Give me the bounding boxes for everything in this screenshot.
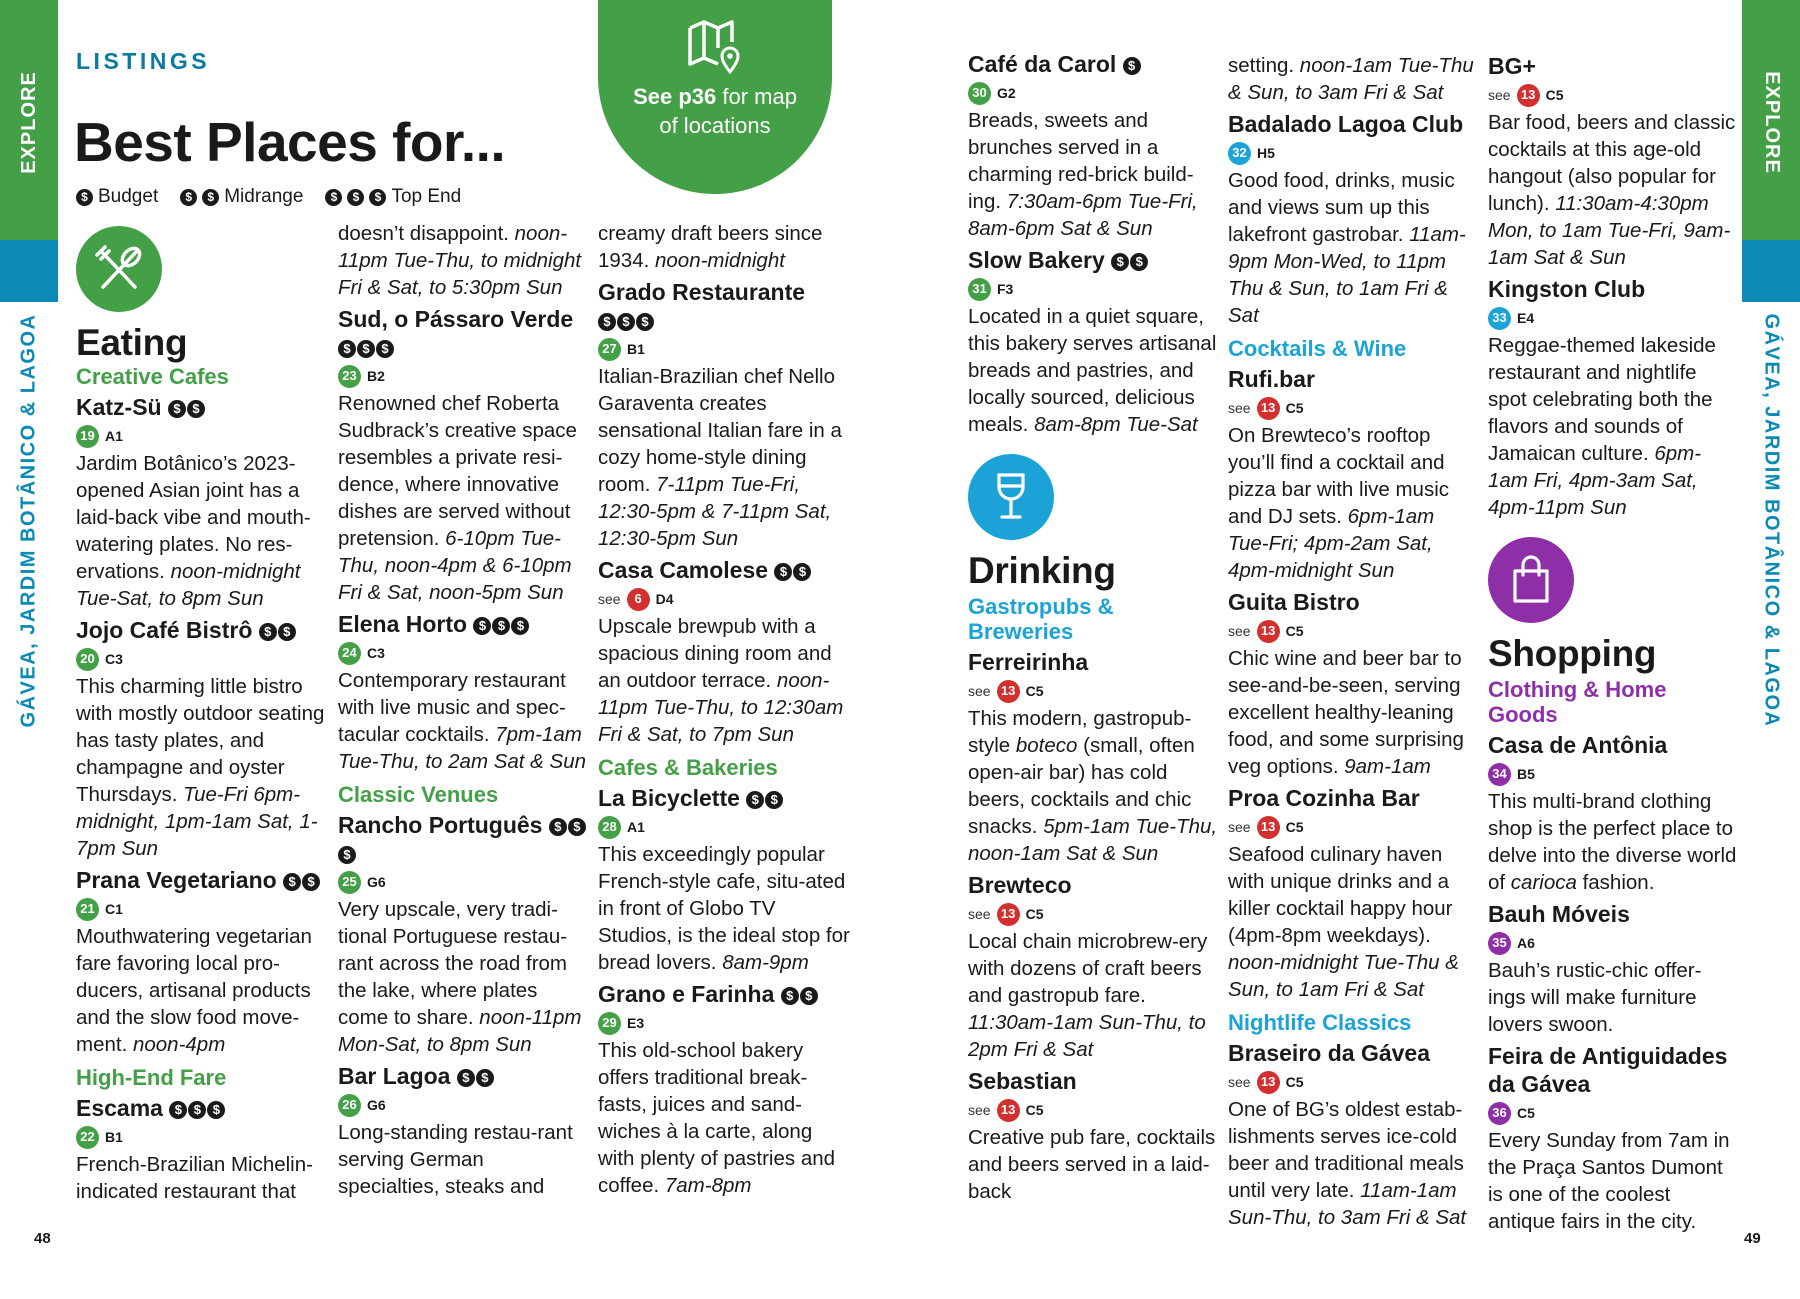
see-label: see xyxy=(968,683,991,699)
venue-name: Café da Carol xyxy=(968,51,1117,77)
grid-ref: A6 xyxy=(1517,935,1535,951)
dollar-coin-icon: $ xyxy=(473,617,491,635)
map-number-badge[interactable]: 23 xyxy=(338,365,361,388)
map-number-badge[interactable]: 13 xyxy=(1257,1071,1280,1094)
listing xyxy=(338,305,590,606)
listing xyxy=(1228,1039,1480,1231)
listing xyxy=(338,1062,590,1200)
area-label: GÁVEA, JARDIM BOTÂNICO & LAGOA xyxy=(17,313,40,727)
opening-hours: 11am-1am Sun-Thu, to 3am Fri & Sat xyxy=(1228,1179,1467,1229)
venue-name: Ferreirinha xyxy=(968,649,1089,675)
subheading: Cafes & Bakeries xyxy=(598,755,778,780)
map-number-badge[interactable]: 20 xyxy=(76,648,99,671)
category-heading: Drinking xyxy=(968,550,1116,591)
opening-hours: 7am-8pm xyxy=(664,1174,752,1197)
venue-description: fashion. xyxy=(1576,871,1655,894)
category-heading: Shopping xyxy=(1488,633,1657,674)
listing xyxy=(1228,784,1480,1003)
grid-ref: A1 xyxy=(627,819,645,835)
dollar-coin-icon: $ xyxy=(347,189,364,206)
venue-description: Located in a quiet square, this bakery serves artisanal breads and pastries, and locally sourced, delicious meals. xyxy=(968,305,1217,436)
grid-ref: C3 xyxy=(105,651,123,667)
listing xyxy=(968,246,1220,438)
dollar-coin-icon: $ xyxy=(781,987,799,1005)
dollar-coin-icon: $ xyxy=(1111,253,1129,271)
see-label: see xyxy=(1488,87,1511,103)
see-label: see xyxy=(968,906,991,922)
map-number-badge[interactable]: 29 xyxy=(598,1012,621,1035)
map-page-ref[interactable]: See p36 xyxy=(633,84,717,109)
dollar-coin-icon: $ xyxy=(476,1069,494,1087)
map-number-badge[interactable]: 13 xyxy=(1257,816,1280,839)
dollar-coin-icon: $ xyxy=(207,1101,225,1119)
map-number-badge[interactable]: 36 xyxy=(1488,1102,1511,1125)
grid-ref: C3 xyxy=(367,645,385,661)
venue-name: Grano e Farinha xyxy=(598,981,775,1007)
dollar-coin-icon: $ xyxy=(598,313,616,331)
grid-ref: G6 xyxy=(367,874,386,890)
opening-hours: 8am-9pm xyxy=(722,951,809,974)
venue-description: Mouthwatering vegetarian fare favoring local pro-ducers, artisanal products and the slow food move-ment. xyxy=(76,925,312,1056)
venue-description: This multi-brand clothing shop is the perfect place to delve into the diverse world of xyxy=(1488,790,1737,894)
venue-name: Slow Bakery xyxy=(968,247,1105,273)
legend-budget: $ Budget xyxy=(76,186,158,208)
listing xyxy=(968,871,1220,1063)
dollar-coin-icon: $ xyxy=(278,623,296,641)
listing xyxy=(598,556,850,748)
area-tab-bg xyxy=(0,240,58,302)
listing xyxy=(1488,1042,1738,1235)
section-label: LISTINGS xyxy=(76,48,211,74)
dollar-coin-icon: $ xyxy=(168,400,186,418)
grid-ref: D4 xyxy=(655,591,674,607)
listing xyxy=(76,616,328,862)
opening-hours: 7pm-1am Tue-Thu, to 2am Sat & Sun xyxy=(338,723,587,773)
page-number-left: 48 xyxy=(34,1230,51,1247)
venue-description: Bar food, beers and classic cocktails at this age-old hangout (also popular for lunch). xyxy=(1488,111,1736,215)
right-side-strip xyxy=(1742,0,1800,1299)
map-number-badge[interactable]: 32 xyxy=(1228,142,1251,165)
venue-description: doesn’t disappoint. xyxy=(338,222,515,245)
map-number-badge[interactable]: 13 xyxy=(997,903,1020,926)
dollar-coin-icon: $ xyxy=(765,791,783,809)
venue-name: BG+ xyxy=(1488,53,1536,79)
dollar-coin-icon: $ xyxy=(188,1101,206,1119)
venue-name: Katz-Sü xyxy=(76,394,162,420)
map-number-badge[interactable]: 24 xyxy=(338,642,361,665)
map-number-badge[interactable]: 34 xyxy=(1488,763,1511,786)
venue-name: Sebastian xyxy=(968,1068,1077,1094)
opening-hours: 7-11pm Tue-Fri, 12:30-5pm & 7-11pm Sat, 12:30-5pm Sun xyxy=(598,473,832,550)
grid-ref: E3 xyxy=(627,1015,645,1031)
venue-term: boteco xyxy=(1015,734,1078,757)
grid-ref: G6 xyxy=(367,1097,386,1113)
opening-hours: 5pm-1am Tue-Thu, noon-1am Sat & Sun xyxy=(968,815,1218,865)
subheading: High-End Fare xyxy=(76,1065,227,1090)
map-number-badge[interactable]: 30 xyxy=(968,82,991,105)
listing xyxy=(968,1067,1220,1205)
map-number-badge[interactable]: 13 xyxy=(997,1099,1020,1122)
listing xyxy=(1228,110,1480,329)
subheading: Nightlife Classics xyxy=(1228,1010,1412,1035)
listing xyxy=(1228,365,1480,584)
opening-hours: 6pm-1am Fri, 4pm-3am Sat, 4pm-11pm Sun xyxy=(1488,442,1702,519)
listing xyxy=(338,610,590,775)
dollar-coin-icon: $ xyxy=(1130,253,1148,271)
grid-ref: C5 xyxy=(1025,1102,1044,1118)
opening-hours: noon-11pm Mon-Sat, to 8pm Sun xyxy=(338,1006,582,1056)
legend-top-end: $ $ $ Top End xyxy=(325,186,461,208)
venue-name: Guita Bistro xyxy=(1228,589,1360,615)
shopping-bag-icon xyxy=(1488,537,1574,623)
dollar-coin-icon: $ xyxy=(636,313,654,331)
dollar-coin-icon: $ xyxy=(511,617,529,635)
opening-hours: noon-4pm xyxy=(132,1033,226,1056)
venue-description: (small, often open-air bar) has cold beers, cocktails and chic snacks. xyxy=(968,734,1195,838)
opening-hours: noon-midnight Tue-Sat, to 8pm Sun xyxy=(76,560,301,610)
column-5 xyxy=(1228,52,1480,1231)
venue-description: Breads, sweets and brunches served in a charming red-brick build-ing. xyxy=(968,109,1194,213)
subheading: Clothing & Home Goods xyxy=(1488,677,1667,727)
listing xyxy=(1488,52,1738,271)
venue-name: Escama xyxy=(76,1095,163,1121)
map-number-badge[interactable]: 35 xyxy=(1488,932,1511,955)
see-label: see xyxy=(1228,1074,1251,1090)
subheading: Cocktails & Wine xyxy=(1228,336,1407,361)
venue-name: Rancho Português xyxy=(338,812,543,838)
map-number-badge[interactable]: 21 xyxy=(76,898,99,921)
grid-ref: C5 xyxy=(1545,87,1564,103)
venue-description: Creative pub fare, cocktails and beers served in a laid-back xyxy=(968,1126,1216,1203)
explore-label: EXPLORE xyxy=(17,71,40,174)
venue-description: setting. xyxy=(1228,54,1300,77)
map-number-badge[interactable]: 25 xyxy=(338,871,361,894)
wine-glass-icon xyxy=(968,454,1054,540)
map-number-badge[interactable]: 19 xyxy=(76,425,99,448)
venue-term: carioca xyxy=(1510,871,1577,894)
dollar-coin-icon: $ xyxy=(457,1069,475,1087)
venue-description: Upscale brewpub with a spacious dining room and an outdoor terrace. xyxy=(598,615,832,692)
map-pin-icon xyxy=(686,18,744,74)
venue-description: This charming little bistro with mostly outdoor seating has tasty plates, and champagne and oyster Thursdays. xyxy=(76,675,325,806)
left-side-strip xyxy=(0,0,58,1299)
grid-ref: H5 xyxy=(1257,145,1275,161)
venue-description: Contemporary restaurant with live music and spec-tacular cocktails. xyxy=(338,669,566,746)
venue-name: Rufi.bar xyxy=(1228,366,1315,392)
map-number-badge[interactable]: 6 xyxy=(627,588,650,611)
map-number-badge[interactable]: 33 xyxy=(1488,307,1511,330)
dollar-coin-icon: $ xyxy=(492,617,510,635)
dollar-coin-icon: $ xyxy=(202,189,219,206)
map-number-badge[interactable]: 28 xyxy=(598,816,621,839)
area-label: GÁVEA, JARDIM BOTÂNICO & LAGOA xyxy=(1760,313,1783,727)
see-label: see xyxy=(1228,400,1251,416)
map-number-badge[interactable]: 27 xyxy=(598,338,621,361)
map-reference-tab[interactable]: See p36 for map of locations xyxy=(598,0,832,194)
opening-hours: Tue-Fri 6pm-midnight, 1pm-1am Sat, 1-7pm Sun xyxy=(76,783,318,860)
listing xyxy=(76,393,328,612)
dollar-coin-icon: $ xyxy=(325,189,342,206)
grid-ref: C5 xyxy=(1517,1105,1535,1121)
venue-description: Every Sunday from 7am in the Praça Santos Dumont is one of the coolest antique fairs in the city. xyxy=(1488,1129,1730,1233)
dollar-coin-icon: $ xyxy=(746,791,764,809)
dollar-coin-icon: $ xyxy=(259,623,277,641)
opening-hours: 11:30am-1am Sun-Thu, to 2pm Fri & Sat xyxy=(968,1011,1206,1061)
opening-hours: noon-midnight Tue-Thu & Sun, to 1am Fri & Sat xyxy=(1228,951,1459,1001)
venue-description: On Brewteco’s rooftop you’ll find a cocktail and pizza bar with live music and DJ sets. xyxy=(1228,424,1450,528)
column-eating xyxy=(76,226,328,1205)
grid-ref: F3 xyxy=(997,281,1014,297)
grid-ref: B1 xyxy=(627,341,645,357)
see-label: see xyxy=(1228,623,1251,639)
dollar-coin-icon: $ xyxy=(369,189,386,206)
grid-ref: C5 xyxy=(1285,400,1304,416)
dollar-coin-icon: $ xyxy=(376,340,394,358)
price-legend xyxy=(76,186,461,208)
venue-description: Chic wine and beer bar to see-and-be-seen, serving excellent healthy-leaning food, and some surprising veg options. xyxy=(1228,647,1464,778)
see-label: see xyxy=(968,1102,991,1118)
venue-name: Bar Lagoa xyxy=(338,1063,451,1089)
listing xyxy=(598,278,850,552)
dollar-coin-icon: $ xyxy=(180,189,197,206)
see-label: see xyxy=(1228,819,1251,835)
opening-hours: 11am-9pm Mon-Wed, to 11pm Thu & Sun, to 1am Fri & Sat xyxy=(1228,223,1466,327)
map-number-badge[interactable]: 22 xyxy=(76,1126,99,1149)
venue-name: Kingston Club xyxy=(1488,276,1646,302)
dollar-coin-icon: $ xyxy=(76,189,93,206)
listing xyxy=(76,1094,328,1205)
opening-hours: 6pm-1am Tue-Fri; 4pm-2am Sat, 4pm-midnight Sun xyxy=(1228,505,1435,582)
dollar-coin-icon: $ xyxy=(302,873,320,891)
dollar-coin-icon: $ xyxy=(338,846,356,864)
listing xyxy=(76,866,328,1058)
column-4 xyxy=(968,50,1220,1205)
grid-ref: E4 xyxy=(1517,310,1535,326)
listing xyxy=(598,784,850,976)
column-2 xyxy=(338,220,590,1200)
venue-name: Casa Camolese xyxy=(598,557,769,583)
venue-description: Local chain microbrew-ery with dozens of craft beers and gastropub fare. xyxy=(968,930,1208,1007)
dollar-coin-icon: $ xyxy=(169,1101,187,1119)
venue-name: Casa de Antônia xyxy=(1488,732,1668,758)
grid-ref: C5 xyxy=(1285,623,1304,639)
listing xyxy=(1488,275,1738,521)
venue-name: Proa Cozinha Bar xyxy=(1228,785,1420,811)
opening-hours: noon-11pm Tue-Thu, to 12:30am Fri & Sat, to 7pm Sun xyxy=(598,669,844,746)
venue-name: Sud, o Pássaro Verde xyxy=(338,306,574,332)
venue-name: La Bicyclette xyxy=(598,785,740,811)
dollar-coin-icon: $ xyxy=(338,340,356,358)
subheading: Creative Cafes xyxy=(76,364,229,389)
venue-description: Jardim Botânico’s 2023-opened Asian joint has a laid-back vibe and mouth-watering plates. No res-ervations. xyxy=(76,452,311,583)
grid-ref: C5 xyxy=(1025,683,1044,699)
listing xyxy=(968,648,1220,867)
fork-knife-icon xyxy=(76,226,162,312)
venue-description: Seafood culinary haven with unique drinks and a killer cocktail happy hour (4pm-8pm weekdays). xyxy=(1228,843,1453,947)
opening-hours: noon-1am Tue-Thu & Sun, to 3am Fri & Sat xyxy=(1228,54,1474,104)
grid-ref: A1 xyxy=(105,428,123,444)
grid-ref: C5 xyxy=(1285,819,1304,835)
category-heading: Eating xyxy=(76,322,188,363)
map-number-badge[interactable]: 13 xyxy=(997,680,1020,703)
see-label: see xyxy=(598,591,621,607)
subheading: Gastropubs & Breweries xyxy=(968,594,1114,644)
dollar-coin-icon: $ xyxy=(1123,57,1141,75)
opening-hours: noon-midnight xyxy=(655,249,785,272)
grid-ref: B2 xyxy=(367,368,385,384)
listing xyxy=(1488,731,1738,896)
column-6 xyxy=(1488,52,1738,1235)
opening-hours: noon-11pm Tue-Thu, to midnight Fri & Sat, to 5:30pm Sun xyxy=(338,222,582,299)
venue-description: Very upscale, very tradi-tional Portuguese restau-rant across the road from the lake, where plates come to share. xyxy=(338,898,568,1029)
venue-name: Bauh Móveis xyxy=(1488,901,1630,927)
venue-description: One of BG’s oldest estab-lishments serves ice-cold beer and traditional meals until very late. xyxy=(1228,1098,1464,1202)
listing xyxy=(338,811,590,1058)
grid-ref: B5 xyxy=(1517,766,1535,782)
venue-description: Reggae-themed lakeside restaurant and nightlife spot celebrating both the flavors and sounds of Jamaican culture. xyxy=(1488,334,1716,465)
grid-ref: C5 xyxy=(1025,906,1044,922)
venue-description: This old-school bakery offers traditional break-fasts, juices and sand-wiches à la carte, along with plenty of pastries and coffee. xyxy=(598,1039,836,1197)
opening-hours: 7:30am-6pm Tue-Fri, 8am-6pm Sat & Sun xyxy=(968,190,1198,240)
opening-hours: 6-10pm Tue-Thu, noon-4pm & 6-10pm Fri & Sat, noon-5pm Sun xyxy=(338,527,572,604)
listing xyxy=(1228,588,1480,780)
venue-name: Jojo Café Bistrô xyxy=(76,617,253,643)
venue-name: Feira de Antiguidades da Gávea xyxy=(1488,1043,1728,1097)
venue-name: Elena Horto xyxy=(338,611,468,637)
listing xyxy=(968,50,1220,242)
map-number-badge[interactable]: 31 xyxy=(968,278,991,301)
grid-ref: C5 xyxy=(1285,1074,1304,1090)
dollar-coin-icon: $ xyxy=(187,400,205,418)
venue-description: French-Brazilian Michelin-indicated restaurant that xyxy=(76,1153,313,1203)
venue-description: Bauh’s rustic-chic offer-ings will make furniture lovers swoon. xyxy=(1488,959,1702,1036)
grid-ref: C1 xyxy=(105,901,123,917)
listing xyxy=(1488,900,1738,1038)
venue-name: Prana Vegetariano xyxy=(76,867,277,893)
dollar-coin-icon: $ xyxy=(774,563,792,581)
dollar-coin-icon: $ xyxy=(357,340,375,358)
dollar-coin-icon: $ xyxy=(617,313,635,331)
venue-name: Brewteco xyxy=(968,872,1072,898)
venue-description: Good food, drinks, music and views sum up this lakefront gastrobar. xyxy=(1228,169,1455,246)
opening-hours: 9am-1am xyxy=(1344,755,1431,778)
map-number-badge[interactable]: 13 xyxy=(1257,397,1280,420)
venue-description: Renowned chef Roberta Sudbrack’s creative space resembles a private resi-dence, where innovative dishes are served without pretension. xyxy=(338,392,577,550)
opening-hours: 8am-8pm Tue-Sat xyxy=(1034,413,1198,436)
venue-description: creamy draft beers since 1934. xyxy=(598,222,823,272)
dollar-coin-icon: $ xyxy=(793,563,811,581)
opening-hours: 11:30am-4:30pm Mon, to 1am Tue-Fri, 9am-1am Sat & Sun xyxy=(1488,192,1731,269)
venue-description: Long-standing restau-rant serving German specialties, steaks and xyxy=(338,1121,573,1198)
map-number-badge[interactable]: 13 xyxy=(1517,84,1540,107)
page-title: Best Places for... xyxy=(74,111,506,173)
listing xyxy=(598,980,850,1199)
explore-label: EXPLORE xyxy=(1760,71,1783,174)
column-3 xyxy=(598,220,850,1199)
map-number-badge[interactable]: 26 xyxy=(338,1094,361,1117)
legend-midrange: $ $ Midrange xyxy=(180,186,303,208)
venue-name: Badalado Lagoa Club xyxy=(1228,111,1464,137)
grid-ref: B1 xyxy=(105,1129,123,1145)
dollar-coin-icon: $ xyxy=(283,873,301,891)
venue-name: Grado Restaurante xyxy=(598,279,806,305)
area-tab-bg xyxy=(1742,240,1800,302)
dollar-coin-icon: $ xyxy=(568,818,586,836)
page-number-right: 49 xyxy=(1744,1230,1761,1247)
dollar-coin-icon: $ xyxy=(549,818,567,836)
map-number-badge[interactable]: 13 xyxy=(1257,620,1280,643)
venue-description: This exceedingly popular French-style cafe, situ-ated in front of Globo TV Studios, is the ideal stop for bread lovers. xyxy=(598,843,850,974)
venue-name: Braseiro da Gávea xyxy=(1228,1040,1431,1066)
subheading: Classic Venues xyxy=(338,782,499,807)
grid-ref: G2 xyxy=(997,85,1016,101)
dollar-coin-icon: $ xyxy=(800,987,818,1005)
venue-description: This modern, gastropub-style xyxy=(968,707,1192,757)
venue-description: Italian-Brazilian chef Nello Garaventa creates sensational Italian fare in a cozy home-style dining room. xyxy=(598,365,842,496)
